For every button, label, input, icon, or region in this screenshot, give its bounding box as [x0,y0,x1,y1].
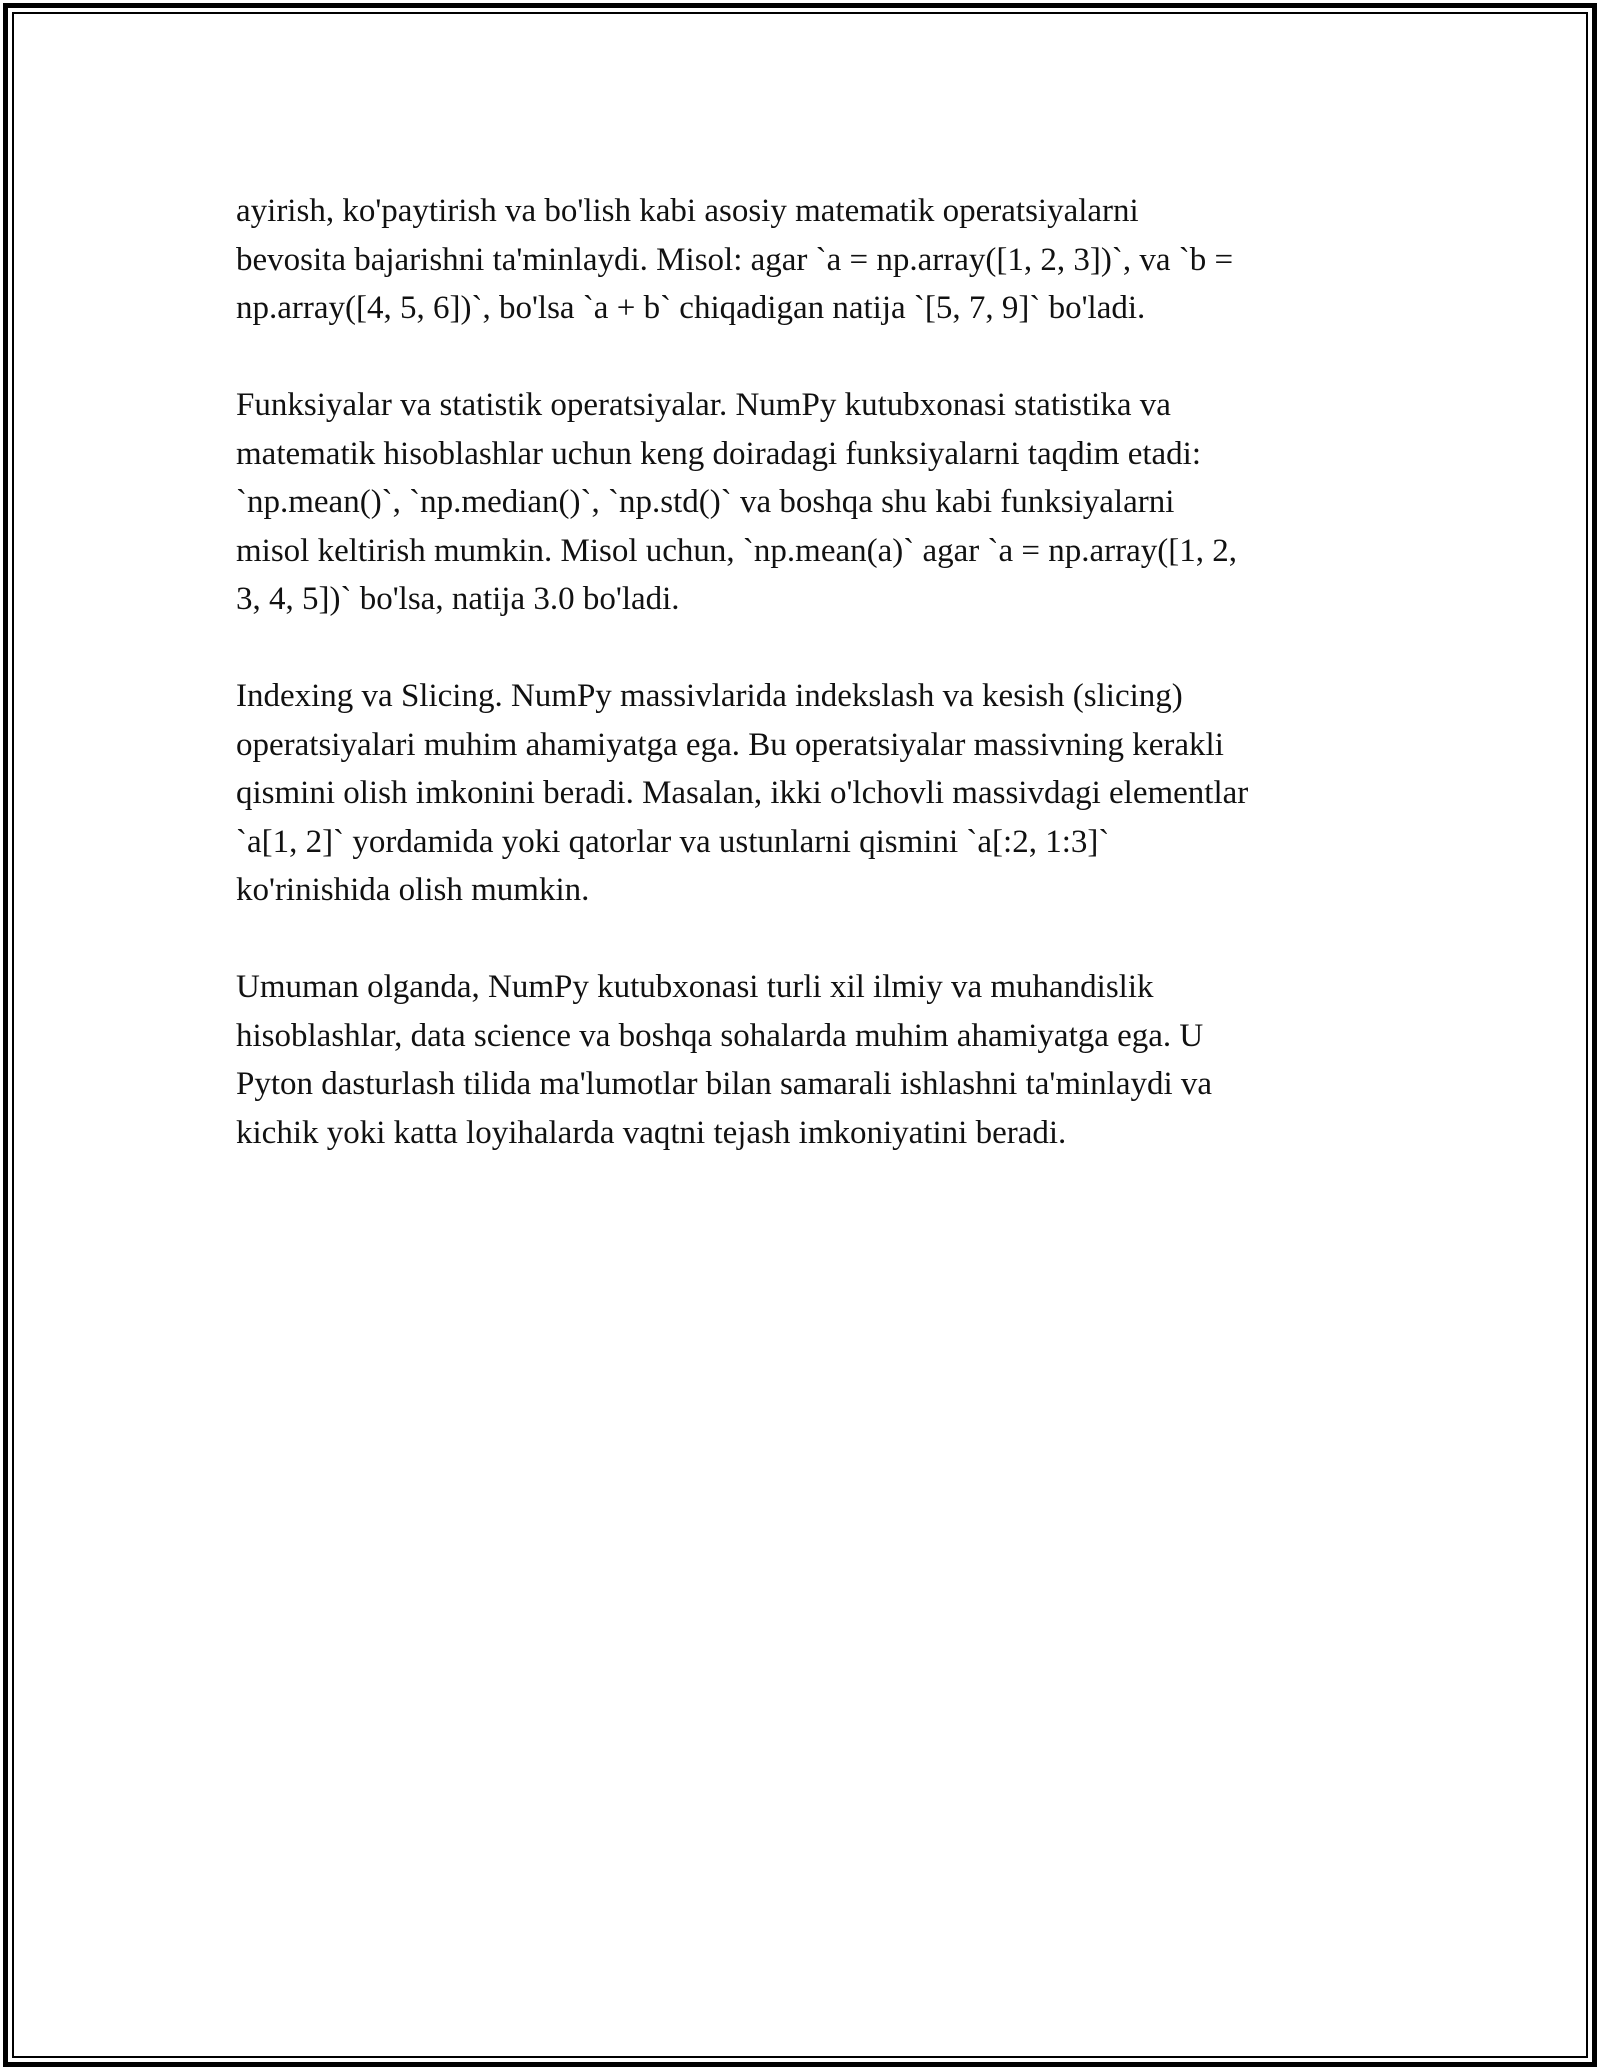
paragraph-indexing-slicing: Indexing va Slicing. NumPy massivlarida indekslash va kesish (slicing) operatsiyalari muhim ahamiyatga ega. Bu operatsiyalar massivning kerakli qismini olish imkonini beradi. Masalan, ikki o'lchovli massivdagi elementlar `a[1, 2]` yordamida yoki qatorlar va ustunlarni qismini `a[:2, 1:3]` ko'rinishida olish mumkin. [236,678,1249,908]
document-body [236,187,1366,1206]
paragraph-statistics: Funksiyalar va statistik operatsiyalar. NumPy kutubxonasi statistika va matematik hisoblashlar uchun keng doiradagi funksiyalarni taqdim etadi: `np.mean()`, `np.median()`, `np.std()` va boshqa shu kabi funksiyalarni misol keltirish mumkin. Misol uchun, `np.mean(a)` agar `a = np.array([1, 2, 3, 4, 5])` bo'lsa, natija 3.0 bo'ladi. [236,387,1238,617]
paragraph-arithmetic: ayirish, ko'paytirish va bo'lish kabi asosiy matematik operatsiyalarni bevosita bajarishni ta'minlaydi. Misol: agar `a = np.array([1, 2, 3])`, va `b = np.array([4, 5, 6])`, bo'lsa `a + b` chiqadigan natija `[5, 7, 9]` bo'ladi. [236,193,1234,326]
paragraph-conclusion: Umuman olganda, NumPy kutubxonasi turli xil ilmiy va muhandislik hisoblashlar, data science va boshqa sohalarda muhim ahamiyatga ega. U Pyton dasturlash tilida ma'lumotlar bilan samarali ishlashni ta'minlaydi va kichik yoki katta loyihalarda vaqtni tejash imkoniyatini beradi. [236,969,1213,1151]
